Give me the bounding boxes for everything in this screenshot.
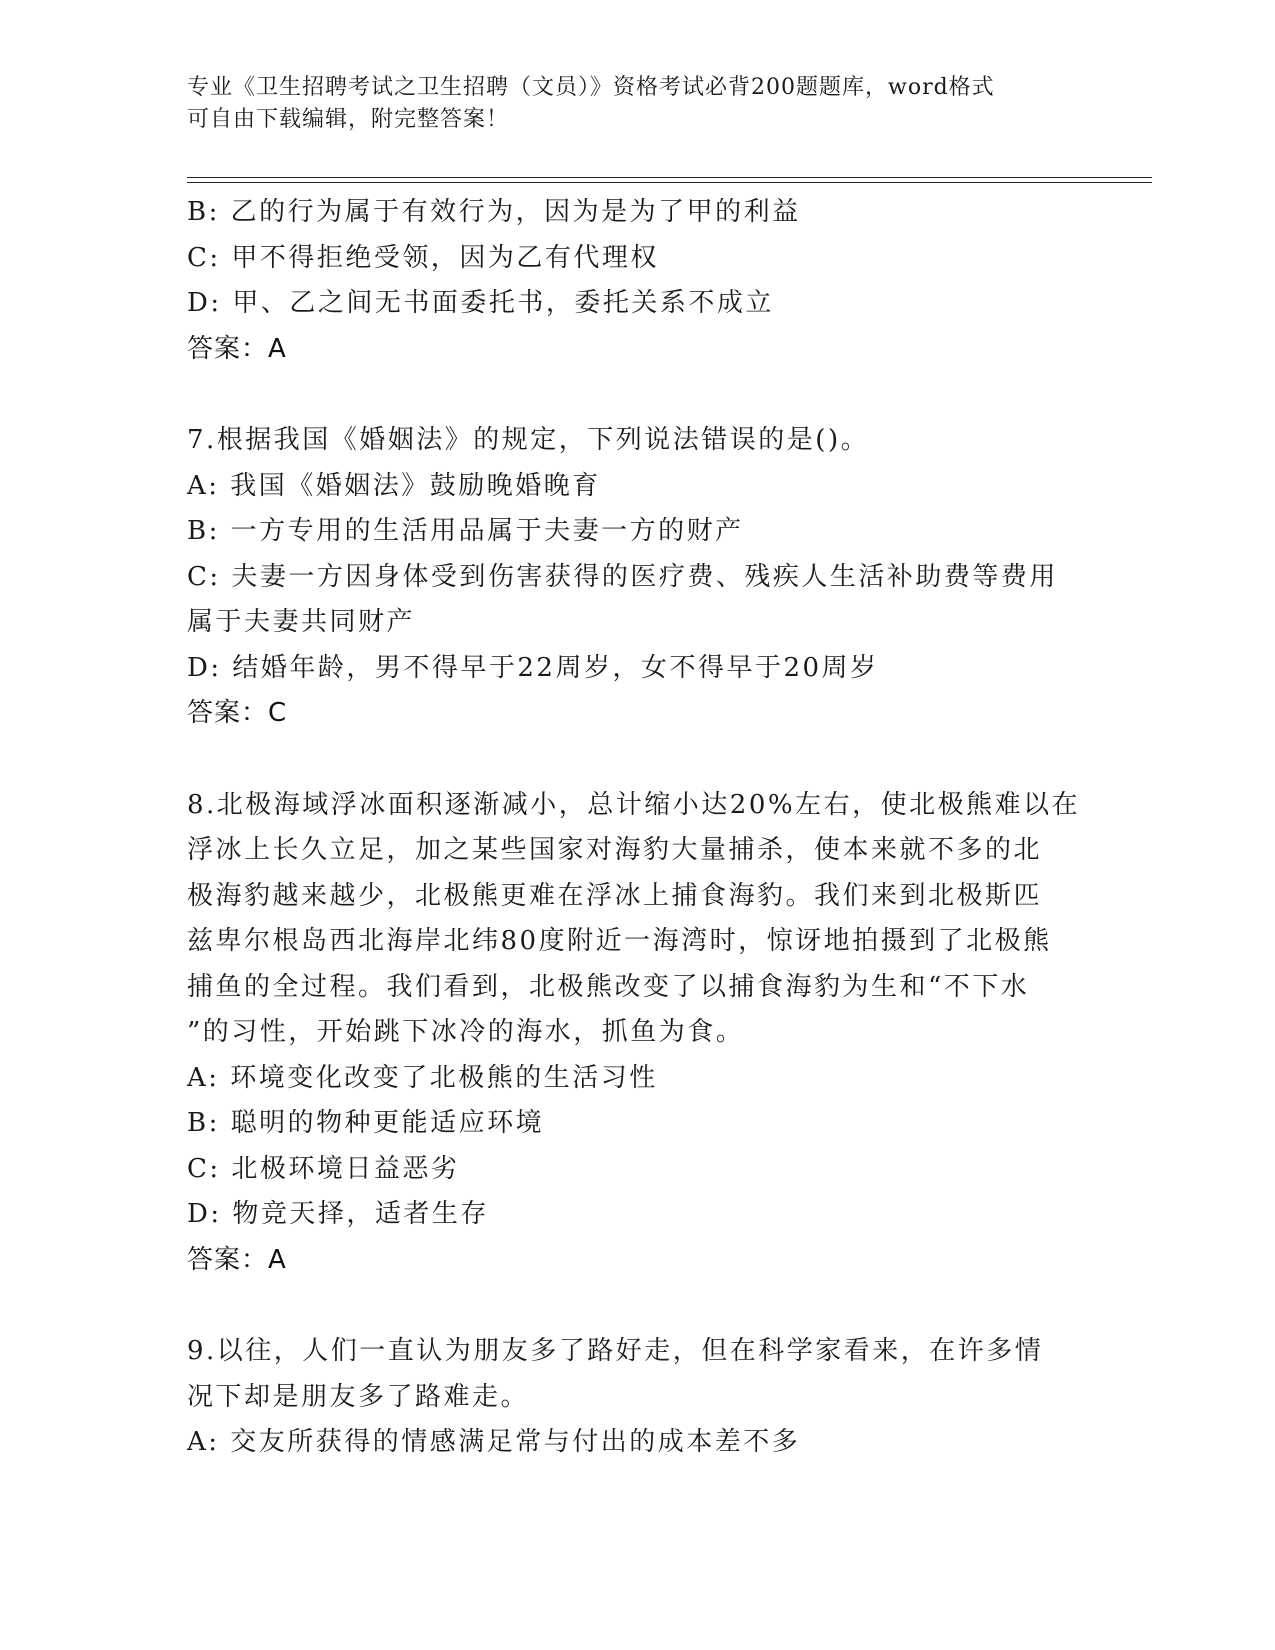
q8-stem-line-6: ”的习性，开始跳下冰冷的海水，抓鱼为食。: [187, 1017, 745, 1047]
q6-option-d: D: 甲、乙之间无书面委托书，委托关系不成立: [187, 288, 774, 318]
q6-answer: 答案：A: [187, 333, 287, 364]
question-9: [187, 1329, 1087, 1466]
header-title-line-1: 专业《卫生招聘考试之卫生招聘（文员）》资格考试必背200题题库，word格式: [187, 75, 995, 100]
q8-option-a: A: 环境变化改变了北极熊的生活习性: [187, 1062, 658, 1093]
q7-option-c-line-2: 属于夫妻共同财产: [187, 607, 416, 637]
q9-stem-line-2: 况下却是朋友多了路难走。: [187, 1381, 530, 1412]
q8-stem-line-3: 极海豹越来越少，北极熊更难在浮冰上捕食海豹。我们来到北极斯匹: [187, 880, 1043, 911]
q8-stem-line-4: 兹卑尔根岛西北海岸北纬80度附近一海湾时，惊讶地拍摄到了北极熊: [187, 926, 1052, 956]
q7-answer: 答案：C: [187, 698, 288, 728]
q7-option-a: A: 我国《婚姻法》鼓励晚婚晚育: [187, 470, 601, 501]
header-divider-bottom: [187, 182, 1152, 183]
header-title-line-2: 可自由下载编辑，附完整答案！: [187, 107, 510, 132]
q8-option-b: B: 聪明的物种更能适应环境: [187, 1108, 545, 1138]
q8-option-d: D: 物竞天择，适者生存: [187, 1199, 489, 1229]
q9-option-a: A: 交友所获得的情感满足常与付出的成本差不多: [187, 1427, 801, 1457]
q6-option-c: C: 甲不得拒绝受领，因为乙有代理权: [187, 242, 659, 273]
q7-option-d: D: 结婚年龄，男不得早于22周岁，女不得早于20周岁: [187, 652, 879, 683]
header-divider-top: [187, 177, 1152, 178]
q8-stem-line-2: 浮冰上长久立足，加之某些国家对海豹大量捕杀，使本来就不多的北: [187, 835, 1043, 865]
q7-stem: 7.根据我国《婚姻法》的规定，下列说法错误的是()。: [187, 425, 870, 455]
q8-answer: 答案：A: [187, 1244, 287, 1275]
question-7: [187, 418, 1087, 737]
q8-stem-line-5: 捕鱼的全过程。我们看到，北极熊改变了以捕食海豹为生和“不下水: [187, 971, 1030, 1002]
q8-option-c: C: 北极环境日益恶劣: [187, 1153, 460, 1184]
spacer: [187, 737, 1087, 783]
q7-option-c-line-1: C: 夫妻一方因身体受到伤害获得的医疗费、残疾人生活补助费等费用: [187, 561, 1058, 592]
spacer: [187, 372, 1087, 418]
q6-option-b: B: 乙的行为属于有效行为，因为是为了甲的利益: [187, 197, 801, 227]
q9-stem-line-1: 9.以往，人们一直认为朋友多了路好走，但在科学家看来，在许多情: [187, 1336, 1044, 1366]
q8-stem-line-1: 8.北极海域浮冰面积逐渐减小，总计缩小达20%左右，使北极熊难以在: [187, 789, 1081, 820]
spacer: [187, 1283, 1087, 1329]
question-content: [187, 190, 1087, 1466]
q7-option-b: B: 一方专用的生活用品属于夫妻一方的财产: [187, 516, 744, 546]
question-6-continued: [187, 190, 1087, 372]
document-header: [187, 72, 1087, 136]
question-8: [187, 783, 1087, 1284]
